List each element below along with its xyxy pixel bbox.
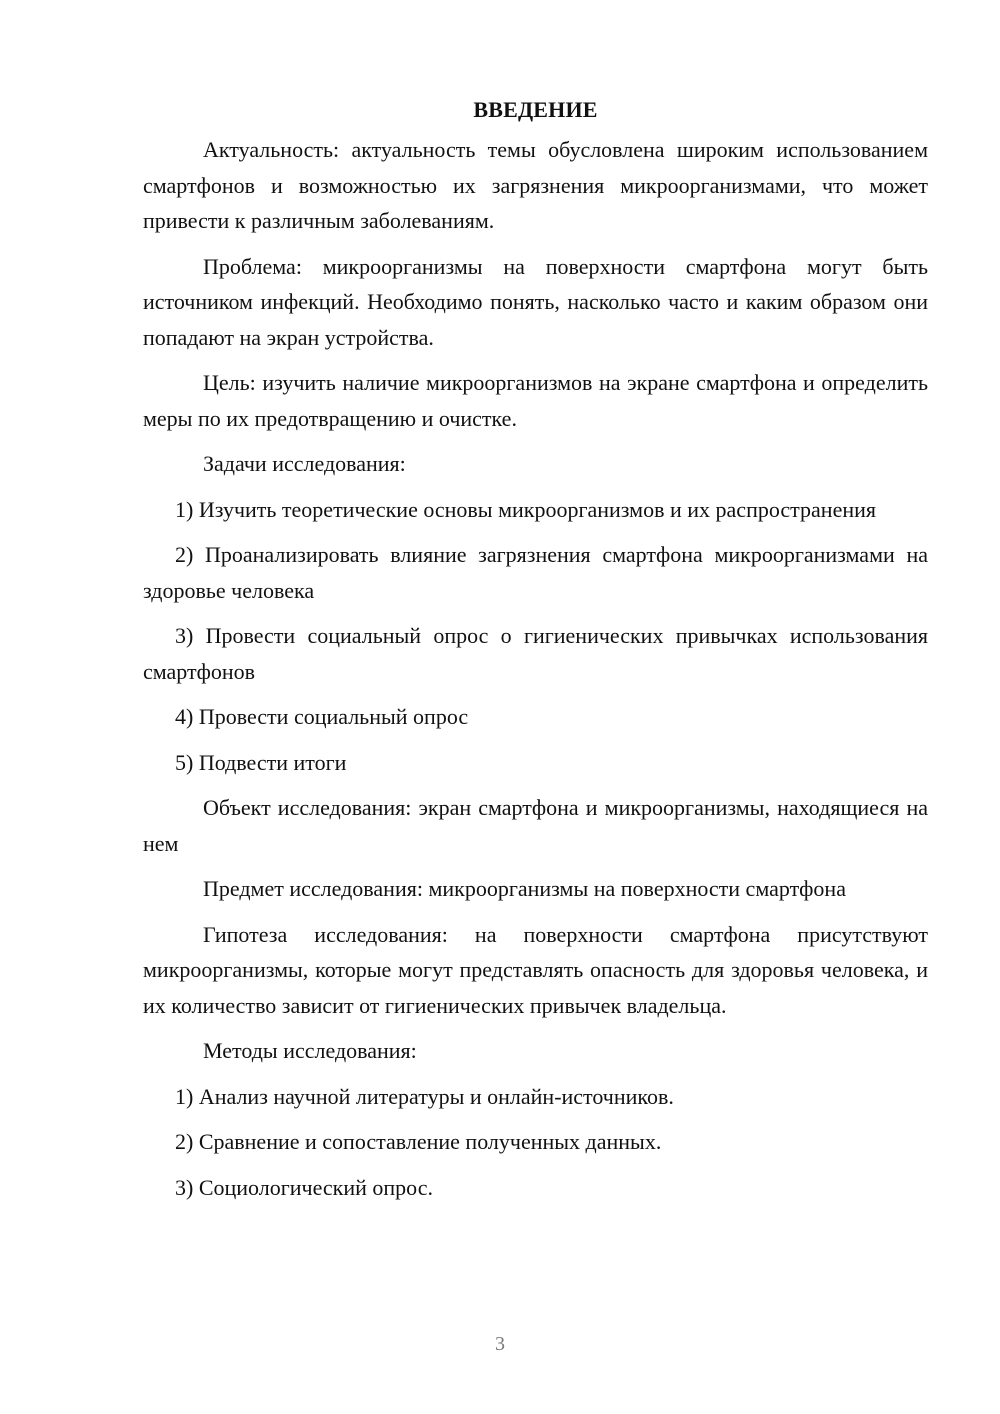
paragraph-methods-heading: Методы исследования:: [203, 1038, 417, 1063]
page-number: 3: [495, 1333, 505, 1355]
task-item-1: 1) Изучить теоретические основы микроорганизмов и их распространения: [175, 496, 877, 522]
page-title: ВВЕДЕНИЕ: [473, 97, 598, 122]
paragraph-relevance: Актуальность: актуальность темы обусловлена широким использованием смартфонов и возможностью их загрязнения микроорганизмами, что может привести к различным заболеваниям.: [143, 137, 928, 233]
paragraph-tasks-heading: Задачи исследования:: [203, 451, 406, 476]
paragraph-subject: Предмет исследования: микроорганизмы на поверхности смартфона: [203, 876, 846, 901]
task-item-2: 2) Проанализировать влияние загрязнения смартфона микроорганизмами на здоровье человека: [143, 542, 928, 603]
paragraph-goal: Цель: изучить наличие микроорганизмов на экране смартфона и определить меры по их предотвращению и очистке.: [143, 370, 928, 431]
task-item-3: 3) Провести социальный опрос о гигиенических привычках использования смартфонов: [143, 623, 928, 684]
method-item-2: 2) Сравнение и сопоставление полученных данных.: [175, 1129, 662, 1154]
method-item-3: 3) Социологический опрос.: [175, 1174, 433, 1200]
paragraph-hypothesis: Гипотеза исследования: на поверхности смартфона присутствуют микроорганизмы, которые могут представлять опасность для здоровья человека, и их количество зависит от гигиенических привычек владельца.: [143, 921, 928, 1018]
paragraph-object: Объект исследования: экран смартфона и микроорганизмы, находящиеся на нем: [143, 795, 928, 856]
paragraph-problem: Проблема: микроорганизмы на поверхности смартфона могут быть источником инфекций. Необходимо понять, насколько часто и каким образом они попадают на экран устройства.: [143, 253, 928, 350]
task-item-5: 5) Подвести итоги: [175, 749, 347, 775]
task-item-4: 4) Провести социальный опрос: [175, 704, 469, 729]
document-page: [143, 92, 928, 1215]
method-item-1: 1) Анализ научной литературы и онлайн-источников.: [175, 1083, 674, 1109]
